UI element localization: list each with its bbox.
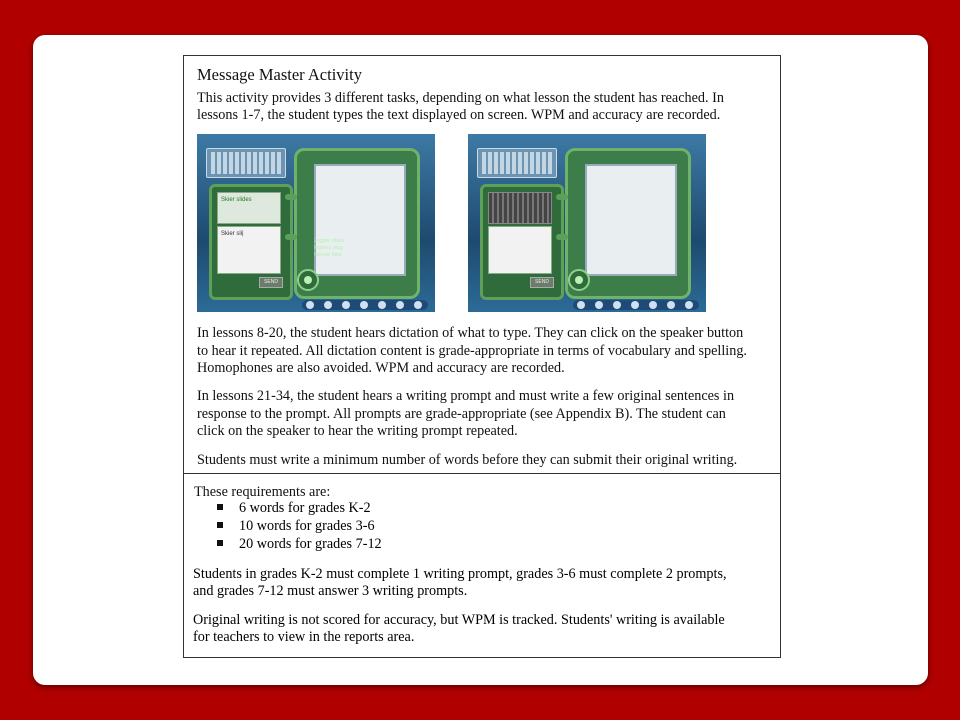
- prompt-line-3: click on the speaker to hear the writing prompt repeated.: [197, 423, 518, 439]
- toolbar-icons: [302, 300, 428, 310]
- activity-screenshot-dictation: [468, 134, 706, 312]
- speaker-icon: [568, 269, 590, 291]
- dictation-line-2: to hear it repeated. All dictation content is grade-appropriate in terms of vocabulary and spelling.: [197, 343, 747, 359]
- requirements-heading: These requirements are:: [194, 484, 331, 500]
- prompts-count-line-1: Students in grades K-2 must complete 1 writing prompt, grades 3-6 must complete 2 prompts,: [193, 566, 727, 582]
- list-item: 20 words for grades 7-12: [217, 536, 382, 553]
- list-item: 6 words for grades K-2: [217, 500, 371, 517]
- keyboard-graphic: [477, 148, 557, 178]
- speaker-icon: [297, 269, 319, 291]
- prompt-line-2: response to the prompt. All prompts are grade-appropriate (see Appendix B). The student can: [197, 406, 726, 422]
- prompt-text-box: Skier slides: [217, 192, 281, 224]
- toolbar-icons: [573, 300, 699, 310]
- send-button: SEND: [530, 277, 554, 288]
- dictation-line-1: In lessons 8-20, the student hears dictation of what to type. They can click on the speaker button: [197, 325, 744, 341]
- intro-line-2: lessons 1-7, the student types the text displayed on screen. WPM and accuracy are recorded.: [197, 107, 721, 123]
- typing-text-box: [488, 226, 552, 274]
- prompt-line-1: In lessons 21-34, the student hears a writing prompt and must write a few original sentences in: [197, 388, 735, 404]
- typing-text-box: Skier sli|: [217, 226, 281, 274]
- send-button: SEND: [259, 277, 283, 288]
- page-divider: [184, 473, 780, 474]
- intro-line-1: This activity provides 3 different tasks, depending on what lesson the student has reached. In: [197, 90, 724, 106]
- minimum-words-note: Students must write a minimum number of words before they can submit their original writing.: [197, 452, 738, 468]
- display-screen: [314, 164, 406, 276]
- word-list: Juggle disks legless slug Geese hiss: [314, 238, 345, 258]
- scoring-line-2: for teachers to view in the reports area.: [193, 629, 415, 645]
- keyboard-graphic: [206, 148, 286, 178]
- scoring-line-1: Original writing is not scored for accuracy, but WPM is tracked. Students' writing is available: [193, 612, 725, 628]
- activity-screenshot-typing: [197, 134, 435, 312]
- document-title: Message Master Activity: [197, 65, 362, 84]
- display-screen: [585, 164, 677, 276]
- list-item: 10 words for grades 3-6: [217, 518, 375, 535]
- prompts-count-line-2: and grades 7-12 must answer 3 writing prompts.: [193, 583, 468, 599]
- dictation-line-3: Homophones are also avoided. WPM and accuracy are recorded.: [197, 360, 565, 376]
- dictation-display: [488, 192, 552, 224]
